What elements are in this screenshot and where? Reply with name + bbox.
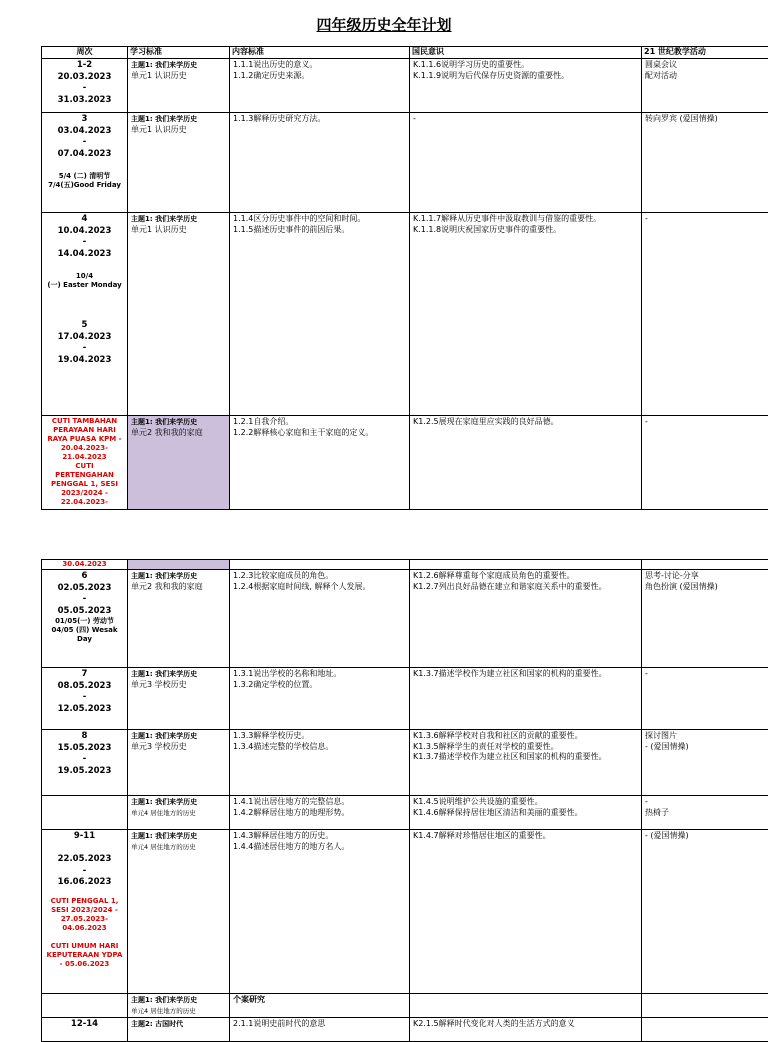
- table-row: [42, 994, 768, 1018]
- standard-cell: [128, 213, 230, 416]
- week-text: 12-14: [45, 1019, 124, 1031]
- activity-cell: 转向罗宾 (爱国情操): [642, 113, 768, 213]
- week-cell: [42, 113, 128, 213]
- activity-cell: -: [642, 213, 768, 416]
- unit-text: 单元4 居住地方的历史: [131, 842, 226, 853]
- content-cell: 1.2.1自我介绍。 1.2.2解释核心家庭和主干家庭的定义。: [230, 416, 410, 510]
- content-cell: [230, 560, 410, 570]
- unit-text: 单元2 我和我的家庭: [131, 582, 226, 593]
- topic-text: 主题1: 我们来学历史: [131, 417, 226, 428]
- content-cell: 1.3.3解释学校历史。 1.3.4描述完整的学校信息。: [230, 730, 410, 796]
- standard-cell: [128, 1018, 230, 1042]
- week-text: 8 15.05.2023 - 19.05.2023: [45, 731, 124, 777]
- activity-cell: 探讨图片 - (爱国情操): [642, 730, 768, 796]
- unit-text: 单元1 认识历史: [131, 71, 226, 82]
- page-title: 四年级历史全年计划: [0, 14, 768, 35]
- plan-table-page-2: [41, 559, 768, 1042]
- national-cell: [410, 994, 642, 1018]
- week-text: 4 10.04.2023 - 14.04.2023: [45, 214, 124, 260]
- table-row: [42, 113, 768, 213]
- national-cell: K1.4.5说明维护公共设施的重要性。 K1.4.6解释保持居住地区清洁和美丽的重要性。: [410, 796, 642, 830]
- topic-text: 主题2: 古国时代: [131, 1019, 226, 1030]
- week-cell: [42, 668, 128, 730]
- standard-cell: [128, 416, 230, 510]
- content-cell: 1.3.1说出学校的名称和地址。 1.3.2确定学校的位置。: [230, 668, 410, 730]
- week-cell: [42, 730, 128, 796]
- activity-cell: - (爱国情操): [642, 830, 768, 994]
- national-cell: K1.3.6解释学校对自我和社区的贡献的重要性。 K1.3.5解释学生的责任对学校的重要性。 K1.3.7描述学校作为建立社区和国家的机构的重要性。: [410, 730, 642, 796]
- topic-text: 主题1: 我们来学历史: [131, 571, 226, 582]
- standard-cell: [128, 830, 230, 994]
- standard-cell: [128, 796, 230, 830]
- national-cell: K1.4.7解释对珍惜居住地区的重要性。: [410, 830, 642, 994]
- standard-cell: [128, 560, 230, 570]
- activity-cell: [642, 994, 768, 1018]
- unit-text: 单元4 居住地方的历史: [131, 1006, 226, 1017]
- holiday-note: 01/05(一) 劳动节 04/05 (四) Wesak Day: [45, 617, 124, 644]
- header-activity: 21 世纪教学活动: [642, 47, 768, 59]
- unit-text: 单元3 学校历史: [131, 742, 226, 753]
- topic-text: 主题1: 我们来学历史: [131, 214, 226, 225]
- national-cell: K.1.1.7解释从历史事件中汲取教训与借鉴的重要性。 K.1.1.8说明庆祝国家历史事件的重要性。: [410, 213, 642, 416]
- table-row: [42, 668, 768, 730]
- week-text: 7 08.05.2023 - 12.05.2023: [45, 669, 124, 715]
- week-cell: [42, 213, 128, 416]
- week-text-2: 5 17.04.2023 - 19.04.2023: [45, 320, 124, 366]
- table-row: [42, 213, 768, 416]
- table-row: [42, 830, 768, 994]
- national-cell: K1.2.5展现在家庭里应实践的良好品德。: [410, 416, 642, 510]
- plan-table-page-1: [41, 46, 768, 510]
- standard-cell: [128, 994, 230, 1018]
- header-national: 国民意识: [410, 47, 642, 59]
- unit-text: 单元2 我和我的家庭: [131, 428, 226, 439]
- topic-text: 主题1: 我们来学历史: [131, 797, 226, 808]
- week-text: 9-11 22.05.2023 - 16.06.2023: [45, 831, 124, 889]
- activity-cell: 圆桌会议 配对活动: [642, 59, 768, 113]
- holiday-note: 10/4 (一) Easter Monday: [45, 272, 124, 290]
- topic-text: 主题1: 我们来学历史: [131, 995, 226, 1006]
- activity-cell: -: [642, 668, 768, 730]
- unit-text: 单元4 居住地方的历史: [131, 808, 226, 819]
- week-cell: [42, 416, 128, 510]
- content-cell: 个案研究: [230, 994, 410, 1018]
- week-cell: [42, 59, 128, 113]
- topic-text: 主题1: 我们来学历史: [131, 60, 226, 71]
- table-row: [42, 560, 768, 570]
- content-cell: 1.2.3比较家庭成员的角色。 1.2.4根据家庭时间线, 解释个人发展。: [230, 570, 410, 668]
- activity-cell: - 热椅子: [642, 796, 768, 830]
- table-row: [42, 730, 768, 796]
- standard-cell: [128, 668, 230, 730]
- national-cell: K.1.1.6说明学习历史的重要性。 K.1.1.9说明为后代保存历史资源的重要性。: [410, 59, 642, 113]
- standard-cell: [128, 730, 230, 796]
- national-cell: K2.1.5解释时代变化对人类的生活方式的意义: [410, 1018, 642, 1042]
- table-row: [42, 416, 768, 510]
- national-cell: [410, 560, 642, 570]
- standard-cell: [128, 570, 230, 668]
- holiday-red-note: 30.04.2023: [44, 560, 125, 569]
- table-row: [42, 59, 768, 113]
- activity-cell: -: [642, 416, 768, 510]
- standard-cell: [128, 59, 230, 113]
- unit-text: 单元1 认识历史: [131, 125, 226, 136]
- content-cell: 2.1.1说明史前时代的意思: [230, 1018, 410, 1042]
- content-cell: 1.1.1说出历史的意义。 1.1.2确定历史来源。: [230, 59, 410, 113]
- week-cell: [42, 994, 128, 1018]
- unit-text: 单元1 认识历史: [131, 225, 226, 236]
- week-cell: [42, 570, 128, 668]
- content-cell: 1.1.3解释历史研究方法。: [230, 113, 410, 213]
- topic-text: 主题1: 我们来学历史: [131, 831, 226, 842]
- activity-cell: [642, 560, 768, 570]
- national-cell: K1.3.7描述学校作为建立社区和国家的机构的重要性。: [410, 668, 642, 730]
- header-week: 周次: [42, 47, 128, 59]
- unit-text: 单元3 学校历史: [131, 680, 226, 691]
- week-text: 3 03.04.2023 - 07.04.2023: [45, 114, 124, 160]
- holiday-red-note: CUTI PENGGAL 1, SESI 2023/2024 - 27.05.2023-04.06.2023 CUTI UMUM HARI KEPUTERAAN YDPA - 05.06.2023: [45, 897, 124, 969]
- national-cell: K1.2.6解释尊重每个家庭成员角色的重要性。 K1.2.7列出良好品德在建立和谐家庭关系中的重要性。: [410, 570, 642, 668]
- topic-text: 主题1: 我们来学历史: [131, 669, 226, 680]
- header-content: 内容标准: [230, 47, 410, 59]
- national-cell: -: [410, 113, 642, 213]
- holiday-red-note: CUTI TAMBAHAN PERAYAAN HARI RAYA PUASA KPM - 20.04.2023-21.04.2023 CUTI PERTENGAHAN PENGGAL 1, SESI 2023/2024 - 22.04.2023-: [45, 417, 124, 507]
- week-cell: [42, 1018, 128, 1042]
- content-cell: 1.1.4区分历史事件中的空间和时间。 1.1.5描述历史事件的前因后果。: [230, 213, 410, 416]
- week-cell: [42, 796, 128, 830]
- table-row: [42, 1018, 768, 1042]
- content-cell: 1.4.3解释居住地方的历史。 1.4.4描述居住地方的地方名人。: [230, 830, 410, 994]
- content-cell: 1.4.1说出居住地方的完整信息。 1.4.2解释居住地方的地理形势。: [230, 796, 410, 830]
- week-cell: [42, 560, 128, 570]
- week-text: 6 02.05.2023 - 05.05.2023: [45, 571, 124, 617]
- activity-cell: 思考-讨论-分享 角色扮演 (爱国情操): [642, 570, 768, 668]
- header-standard: 学习标准: [128, 47, 230, 59]
- table-header-row: [42, 47, 768, 59]
- standard-cell: [128, 113, 230, 213]
- activity-cell: [642, 1018, 768, 1042]
- week-text: 1-2 20.03.2023 - 31.03.2023: [45, 60, 124, 106]
- table-row: [42, 796, 768, 830]
- topic-text: 主题1: 我们来学历史: [131, 114, 226, 125]
- holiday-note: 5/4 (二) 清明节 7/4(五)Good Friday: [45, 172, 124, 190]
- week-cell: [42, 830, 128, 994]
- table-row: [42, 570, 768, 668]
- topic-text: 主题1: 我们来学历史: [131, 731, 226, 742]
